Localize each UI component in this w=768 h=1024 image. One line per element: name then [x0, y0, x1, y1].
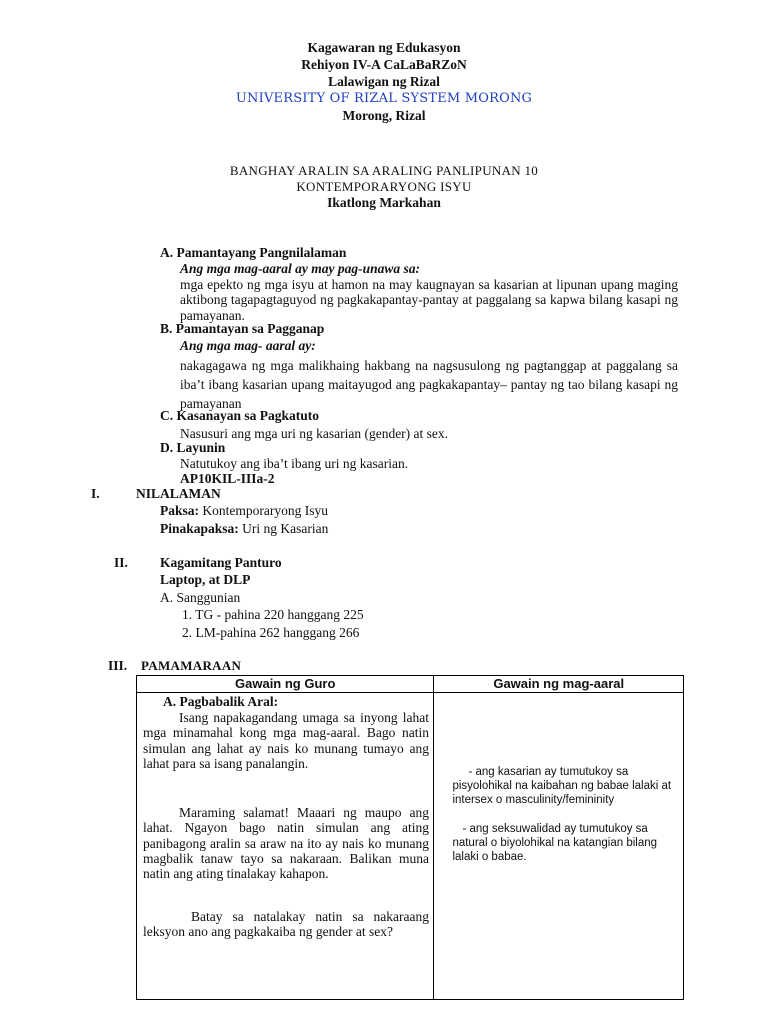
part-two-numeral: II.	[114, 555, 128, 570]
teacher-question: Batay sa natalakay natin sa nakaraang leksyon ano ang pagkakaiba ng gender at sex?	[143, 909, 429, 940]
pinakapaksa-line	[160, 521, 328, 537]
lesson-quarter: Ikatlong Markahan	[327, 195, 441, 210]
part-one-heading: NILALAMAN	[136, 486, 221, 501]
paksa-label: Paksa:	[160, 503, 200, 518]
pinakapaksa-label: Pinakapaksa:	[160, 521, 239, 536]
lesson-subject: KONTEMPORARYONG ISYU	[296, 179, 472, 194]
student-activity-cell	[434, 693, 684, 1000]
part-three-heading: PAMAMARAAN	[141, 658, 242, 673]
teacher-activity-cell	[137, 693, 434, 1000]
header-region: Rehiyon IV-A CaLaBaRZoN	[301, 57, 467, 72]
materials: Laptop, at DLP	[160, 572, 251, 587]
sanggunian-label: A. Sanggunian	[160, 590, 241, 605]
teacher-review: Maraming salamat! Maaari ng maupo ang lahat. Ngayon bago natin simulan ang ating panibagong aralin sa araw na ito ay nais ko munang magbalik tanaw tayo sa nakaraan. Balikan muna natin ang ating tinalakay kahapon.	[143, 805, 429, 882]
table-header-row	[137, 676, 684, 693]
part-two-heading: Kagamitang Panturo	[160, 555, 282, 570]
header-department: Kagawaran ng Edukasyon	[307, 40, 461, 55]
header-province: Lalawigan ng Rizal	[328, 74, 440, 89]
column-header-teacher: Gawain ng Guro	[137, 676, 434, 693]
reference-item: 2. LM-pahina 262 hanggang 266	[182, 625, 360, 640]
section-b-heading: B. Pamantayan sa Pagganap	[160, 321, 325, 336]
student-answer: - ang seksuwalidad ay tumutukoy sa natural o biyolohikal na katangian bilang lalaki o babae.	[452, 823, 658, 863]
section-a-heading: A. Pamantayang Pangnilalaman	[160, 245, 347, 260]
column-header-student: Gawain ng mag-aaral	[434, 676, 684, 693]
header-location: Morong, Rizal	[342, 108, 426, 123]
reference-item: 1. TG - pahina 220 hanggang 225	[182, 607, 364, 622]
student-answer: - ang kasarian ay tumutukoy sa pisyolohikal na kaibahan ng babae lalaki at intersex o masculinity/femininity	[452, 766, 672, 806]
section-c-body: Nasusuri ang mga uri ng kasarian (gender) at sex.	[180, 426, 449, 441]
section-b-intro: Ang mga mag- aaral ay:	[180, 338, 316, 353]
table-row	[137, 693, 684, 1000]
section-c-heading: C. Kasanayan sa Pagkatuto	[160, 408, 320, 423]
lesson-title: BANGHAY ARALIN SA ARALING PANLIPUNAN 10	[229, 163, 539, 178]
header-university: UNIVERSITY OF RIZAL SYSTEM MORONG	[235, 91, 533, 106]
review-subheading: A. Pagbabalik Aral:	[163, 694, 279, 709]
pinakapaksa-value: Uri ng Kasarian	[238, 521, 329, 536]
part-three-numeral: III.	[108, 658, 128, 673]
procedure-table	[136, 675, 684, 1000]
teacher-greeting: Isang napakagandang umaga sa inyong lahat mga minamahal kong mga mag-aaral. Bago natin simulan ang lahat ay nais ko munang tumayo ang lahat para sa isang panalangin.	[143, 710, 429, 771]
section-a-intro: Ang mga mag-aaral ay may pag-unawa sa:	[180, 261, 421, 276]
part-one-numeral: I.	[91, 486, 100, 501]
section-b-body: nakagagawa ng mga malikhaing hakbang na nagsusulong ng pagtanggap at paggalang sa iba’t ibang kasarian upang maitayugod ang pagkakapantay– pantay ng tao bilang kasapi ng pamayanan	[180, 358, 678, 411]
section-a-body: mga epekto ng mga isyu at hamon na may kaugnayan sa kasarian at lipunan upang maging aktibong tagapagtaguyod ng pagkakapantay-pantay at paggalang sa kapwa bilang kasapi ng pamayanan.	[180, 277, 678, 323]
competency-code: AP10KIL-IIIa-2	[180, 471, 275, 486]
section-d-heading: D. Layunin	[160, 440, 226, 455]
paksa-value: Kontemporaryong Isyu	[199, 503, 328, 518]
paksa-line	[160, 503, 328, 519]
section-d-body: Natutukoy ang iba’t ibang uri ng kasarian.	[180, 456, 409, 471]
